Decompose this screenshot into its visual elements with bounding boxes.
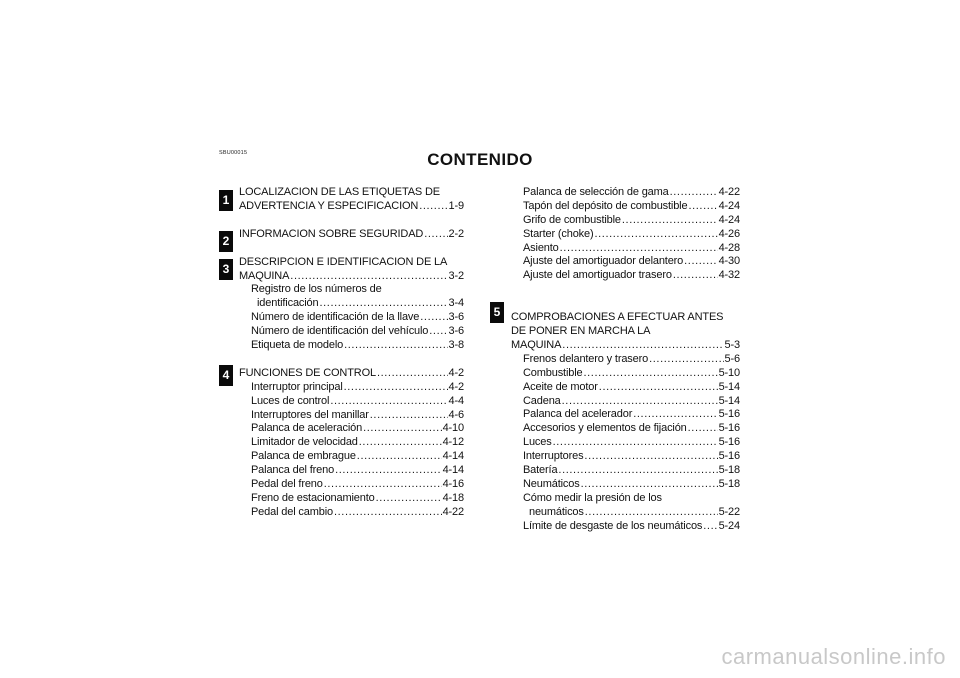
watermark: carmanualsonline.info xyxy=(721,644,946,669)
leader-dots xyxy=(585,506,718,520)
section-tab-3[interactable]: 3 xyxy=(219,259,233,280)
toc-entry[interactable]: Interruptor principal ..... 4-2 xyxy=(239,381,464,395)
toc-entry[interactable]: Freno de estacionamiento ..... 4-18 xyxy=(239,492,464,506)
toc-entry[interactable]: Palanca de embrague ..... 4-14 xyxy=(239,450,464,464)
section-tab-1[interactable]: 1 xyxy=(219,190,233,211)
section-tab-2[interactable]: 2 xyxy=(219,231,233,252)
leader-dots xyxy=(684,255,717,269)
leader-dots xyxy=(553,436,718,450)
toc-entry[interactable]: Interruptores del manillar ..... 4-6 xyxy=(239,409,464,423)
toc-heading-5[interactable]: MAQUINA ..... 5-3 xyxy=(511,339,740,353)
document-code: SBU00015 xyxy=(219,150,248,156)
toc-heading-3-line1[interactable]: DESCRIPCION E IDENTIFICACION DE LA xyxy=(239,255,448,268)
toc-entry[interactable]: Batería ..... 5-18 xyxy=(511,464,740,478)
leader-dots xyxy=(370,409,448,423)
leader-dots xyxy=(344,381,448,395)
toc-entry[interactable]: Número de identificación de la llave ..... 3-6 xyxy=(239,311,464,325)
toc-entry[interactable]: Palanca de selección de gama ..... 4-22 xyxy=(511,186,740,200)
leader-dots xyxy=(599,381,718,395)
section-tab-4[interactable]: 4 xyxy=(219,365,233,386)
toc-entry[interactable]: Palanca de aceleración ..... 4-10 xyxy=(239,422,464,436)
leader-dots xyxy=(420,311,447,325)
toc-entry[interactable]: Pedal del freno ..... 4-16 xyxy=(239,478,464,492)
leader-dots xyxy=(558,464,717,478)
leader-dots xyxy=(290,270,447,284)
leader-dots xyxy=(562,395,718,409)
leader-dots xyxy=(419,200,447,214)
leader-dots xyxy=(324,478,442,492)
toc-entry[interactable]: Accesorios y elementos de fijación ..... 5-16 xyxy=(511,422,740,436)
leader-dots xyxy=(584,367,718,381)
toc-heading-2[interactable]: INFORMACION SOBRE SEGURIDAD ..... 2-2 xyxy=(239,228,464,242)
leader-dots xyxy=(595,228,718,242)
leader-dots xyxy=(670,186,718,200)
leader-dots xyxy=(581,478,718,492)
toc-heading-5-line2[interactable]: DE PONER EN MARCHA LA xyxy=(511,325,651,338)
toc-entry[interactable]: Ajuste del amortiguador trasero ..... 4-32 xyxy=(511,269,740,283)
section-tab-5[interactable]: 5 xyxy=(490,302,504,323)
leader-dots xyxy=(562,339,723,353)
leader-dots xyxy=(330,395,447,409)
toc-entry[interactable]: Etiqueta de modelo ..... 3-8 xyxy=(239,339,464,353)
leader-dots xyxy=(649,353,723,367)
toc-heading-5-line1[interactable]: COMPROBACIONES A EFECTUAR ANTES xyxy=(511,311,724,324)
leader-dots xyxy=(359,436,442,450)
toc-entry[interactable]: Limitador de velocidad ..... 4-12 xyxy=(239,436,464,450)
toc-entry[interactable]: Aceite de motor ..... 5-14 xyxy=(511,381,740,395)
toc-entry[interactable]: Interruptores ..... 5-16 xyxy=(511,450,740,464)
leader-dots xyxy=(377,367,448,381)
toc-right-column xyxy=(511,186,740,533)
leader-dots xyxy=(633,408,717,422)
toc-entry[interactable]: Frenos delantero y trasero ..... 5-6 xyxy=(511,353,740,367)
toc-entry[interactable]: Luces de control ..... 4-4 xyxy=(239,395,464,409)
toc-heading-4[interactable]: FUNCIONES DE CONTROL ..... 4-2 xyxy=(239,367,464,381)
toc-entry[interactable]: Número de identificación del vehículo ..... 3-6 xyxy=(239,325,464,339)
toc-entry[interactable]: Pedal del cambio ..... 4-22 xyxy=(239,506,464,520)
toc-left-column xyxy=(239,186,464,520)
toc-entry[interactable]: Palanca del freno ..... 4-14 xyxy=(239,464,464,478)
toc-entry[interactable]: Límite de desgaste de los neumáticos ..... 5-24 xyxy=(511,520,740,534)
toc-heading-1[interactable]: ADVERTENCIA Y ESPECIFICACION ..... 1-9 xyxy=(239,200,464,214)
toc-entry[interactable]: neumáticos ..... 5-22 xyxy=(511,506,740,520)
page-title: CONTENIDO xyxy=(427,150,533,169)
leader-dots xyxy=(703,520,717,534)
leader-dots xyxy=(335,464,442,478)
leader-dots xyxy=(688,200,717,214)
toc-entry[interactable]: Luces ..... 5-16 xyxy=(511,436,740,450)
leader-dots xyxy=(673,269,718,283)
toc-entry[interactable]: Starter (choke) ..... 4-26 xyxy=(511,228,740,242)
toc-entry[interactable]: Palanca del acelerador ..... 5-16 xyxy=(511,408,740,422)
leader-dots xyxy=(560,242,718,256)
leader-dots xyxy=(363,422,442,436)
toc-entry[interactable]: Registro de los números de xyxy=(251,283,382,296)
toc-entry[interactable]: Tapón del depósito de combustible ..... 4-24 xyxy=(511,200,740,214)
toc-entry[interactable]: Neumáticos ..... 5-18 xyxy=(511,478,740,492)
leader-dots xyxy=(334,506,442,520)
leader-dots xyxy=(344,339,447,353)
toc-entry[interactable]: Asiento ..... 4-28 xyxy=(511,242,740,256)
toc-entry[interactable]: Grifo de combustible ..... 4-24 xyxy=(511,214,740,228)
leader-dots xyxy=(688,422,718,436)
toc-entry[interactable]: Cómo medir la presión de los xyxy=(523,491,662,504)
toc-heading-1-line1[interactable]: LOCALIZACION DE LAS ETIQUETAS DE xyxy=(239,186,440,198)
leader-dots xyxy=(429,325,447,339)
toc-entry[interactable]: identificación ..... 3-4 xyxy=(239,297,464,311)
leader-dots xyxy=(357,450,442,464)
leader-dots xyxy=(584,450,717,464)
toc-entry[interactable]: Combustible ..... 5-10 xyxy=(511,367,740,381)
leader-dots xyxy=(320,297,448,311)
leader-dots xyxy=(424,228,447,242)
leader-dots xyxy=(622,214,718,228)
toc-heading-3[interactable]: MAQUINA ..... 3-2 xyxy=(239,270,464,284)
toc-entry[interactable]: Cadena ..... 5-14 xyxy=(511,395,740,409)
leader-dots xyxy=(376,492,442,506)
toc-entry[interactable]: Ajuste del amortiguador delantero ..... 4-30 xyxy=(511,255,740,269)
